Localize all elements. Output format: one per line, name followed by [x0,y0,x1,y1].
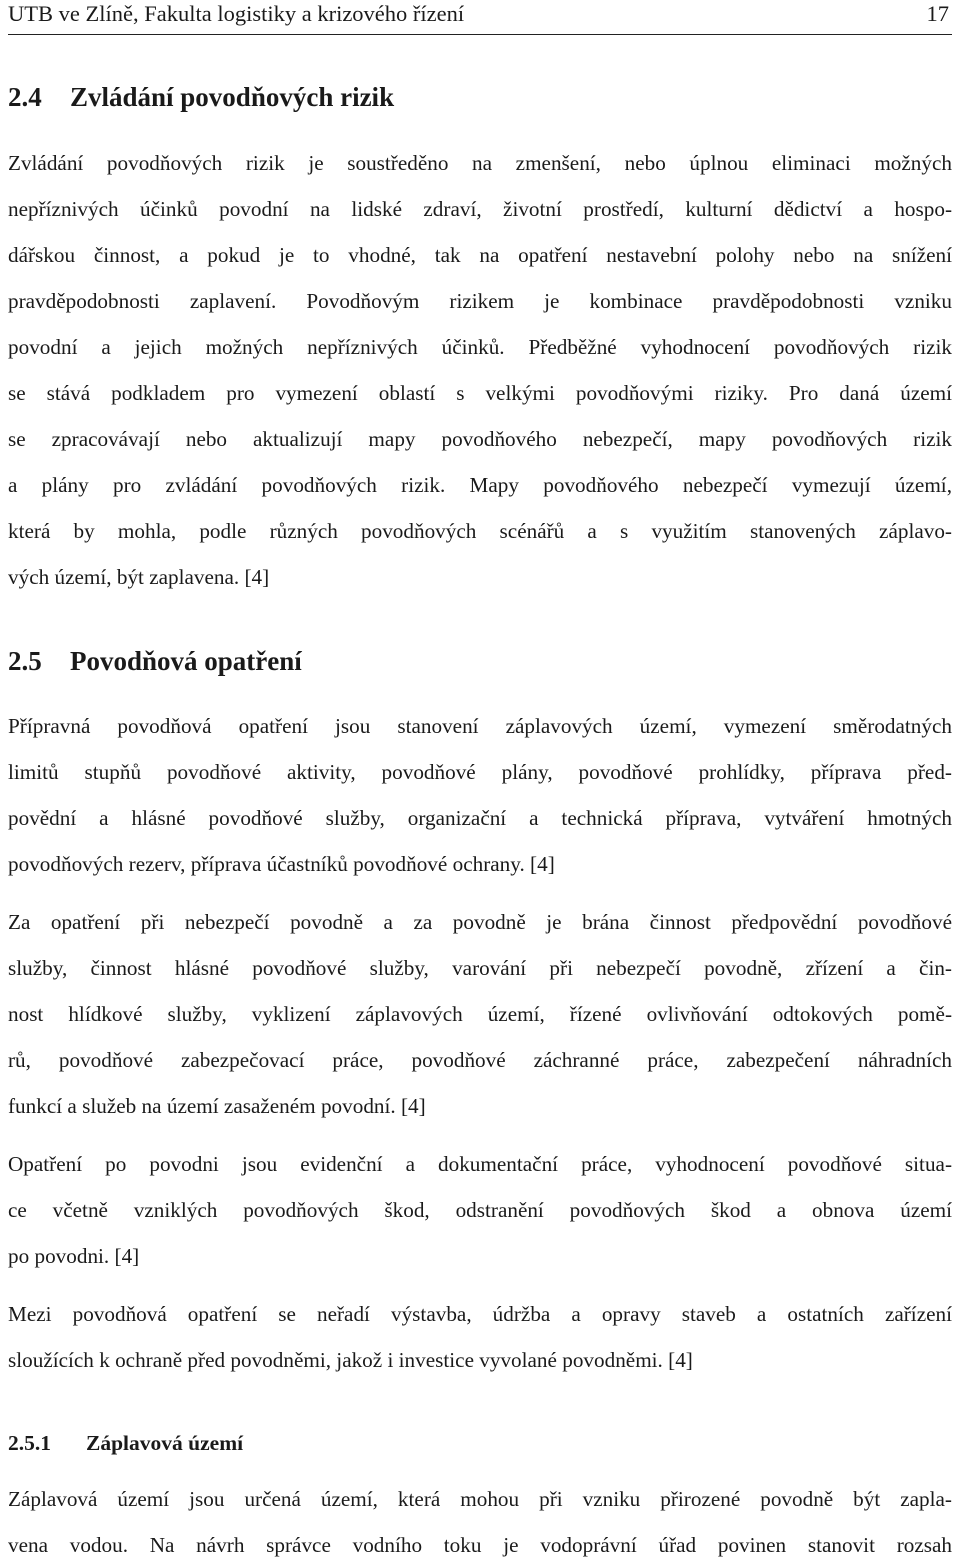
section-number: 2.5.1 [8,1431,51,1455]
paragraph-line: se zpracovávají nebo aktualizují mapy povodňového nebezpečí, mapy povodňových rizik [8,427,952,451]
paragraph-line: rů, povodňové zabezpečovací práce, povodňové záchranné práce, zabezpečení náhradních [8,1048,952,1072]
section-number: 2.4 [8,82,42,112]
paragraph-line: limitů stupňů povodňové aktivity, povodňové plány, povodňové prohlídky, příprava před- [8,760,952,784]
paragraph-line: Mezi povodňová opatření se neřadí výstavba, údržba a opravy staveb a ostatních zařízení [8,1302,952,1326]
page-header [8,0,952,35]
paragraph-line: Přípravná povodňová opatření jsou stanovení záplavových území, vymezení směrodatných [8,714,952,738]
paragraph-line: nepříznivých účinků povodní na lidské zdraví, životní prostředí, kulturní dědictví a hospo- [8,197,952,221]
section-title: Zvládání povodňových rizik [70,82,395,112]
section-heading-2-5 [8,646,302,677]
paragraph-line: povědní a hlásné povodňové služby, organizační a technická příprava, vytváření hmotných [8,806,952,830]
paragraph-line: Záplavová území jsou určená území, která mohou při vzniku přirozené povodně být zapla- [8,1487,952,1511]
section-heading-2-5-1 [8,1431,243,1456]
paragraph-line: po povodni. [4] [8,1244,140,1268]
section-title: Povodňová opatření [70,646,302,676]
paragraph-line: která by mohla, podle různých povodňových scénářů a s využitím stanovených záplavo- [8,519,952,543]
section-number: 2.5 [8,646,42,676]
paragraph-line: dářskou činnost, a pokud je to vhodné, tak na opatření nestavební polohy nebo na snížení [8,243,952,267]
paragraph-line: pravděpodobnosti zaplavení. Povodňovým rizikem je kombinace pravděpodobnosti vzniku [8,289,952,313]
paragraph-line: Zvládání povodňových rizik je soustředěno na zmenšení, nebo úplnou eliminaci možných [8,151,952,175]
paragraph-line: funkcí a služeb na území zasaženém povodní. [4] [8,1094,426,1118]
paragraph-line: Opatření po povodni jsou evidenční a dokumentační práce, vyhodnocení povodňové situa- [8,1152,952,1176]
section-heading-2-4 [8,82,394,113]
paragraph-line: Za opatření při nebezpečí povodně a za povodně je brána činnost předpovědní povodňové [8,910,952,934]
paragraph-line: a plány pro zvládání povodňových rizik. Mapy povodňového nebezpečí vymezují území, [8,473,952,497]
paragraph-line: nost hlídkové služby, vyklizení záplavových území, řízené ovlivňování odtokových pomě- [8,1002,952,1026]
paragraph-line: povodní a jejich možných nepříznivých účinků. Předběžné vyhodnocení povodňových rizik [8,335,952,359]
paragraph-line: vena vodou. Na návrh správce vodního toku je vodoprávní úřad povinen stanovit rozsah [8,1533,952,1557]
header-title: UTB ve Zlíně, Fakulta logistiky a krizového řízení [8,1,465,26]
paragraph-line: se stává podkladem pro vymezení oblastí s velkými povodňovými riziky. Pro daná území [8,381,952,405]
section-title: Záplavová území [86,1431,244,1455]
paragraph-line: sloužících k ochraně před povodněmi, jakož i investice vyvolané povodněmi. [4] [8,1348,693,1372]
paragraph-line: služby, činnost hlásné povodňové služby, varování při nebezpečí povodně, zřízení a čin- [8,956,952,980]
paragraph-line: povodňových rezerv, příprava účastníků povodňové ochrany. [4] [8,852,555,876]
paragraph-line: vých území, být zaplavena. [4] [8,565,270,589]
paragraph-line: ce včetně vzniklých povodňových škod, odstranění povodňových škod a obnova území [8,1198,952,1222]
page-number: 17 [926,1,949,26]
